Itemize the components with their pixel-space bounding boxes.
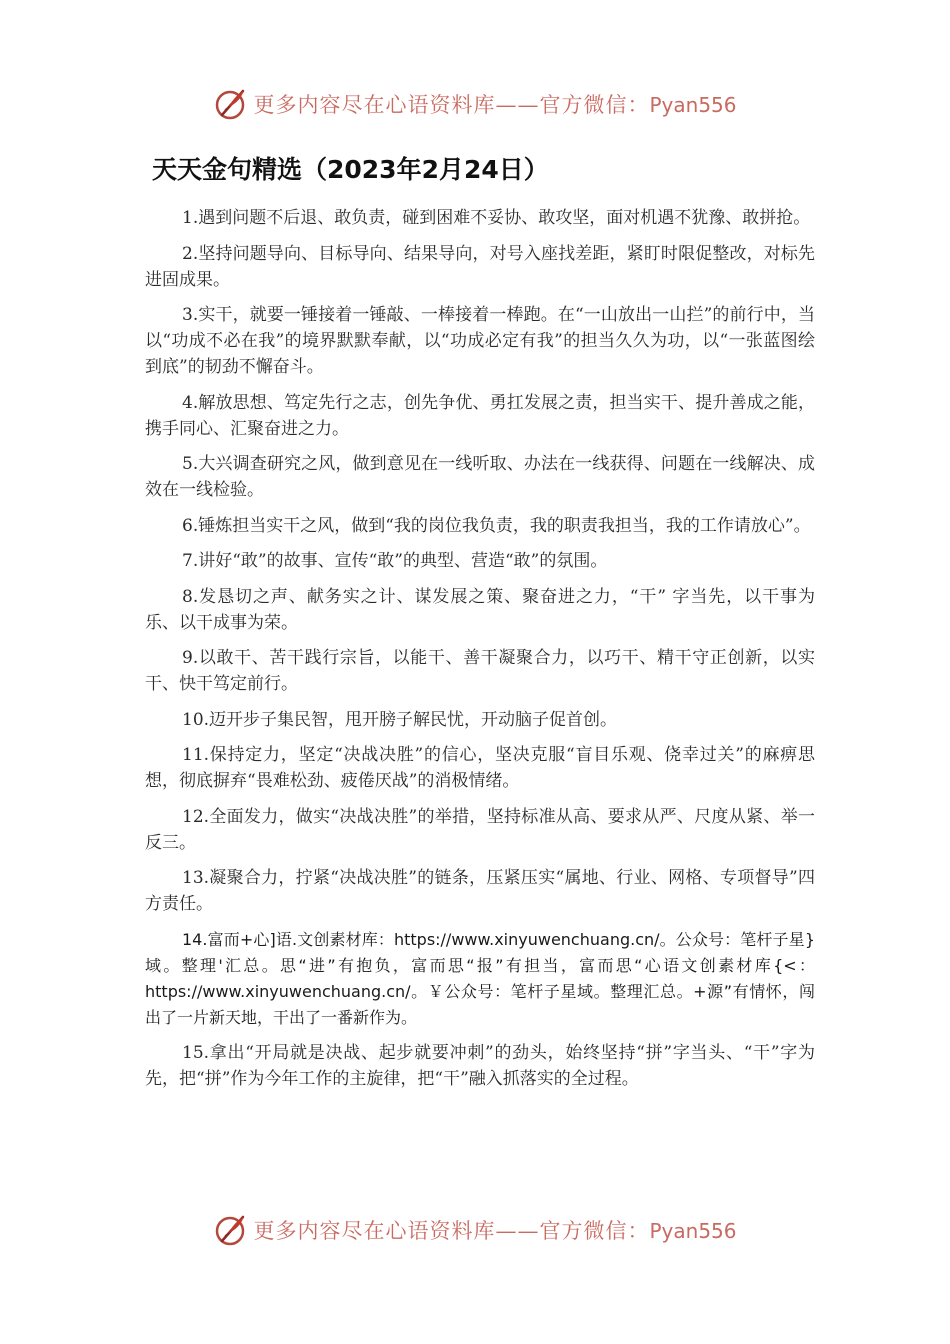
quote-item: 13.凝聚合力，拧紧“决战决胜”的链条，压紧压实“属地、行业、网格、专项督导”四方责任。 — [145, 868, 815, 914]
quote-item-watermarked: 14.富而+心]语.文创素材库：https://www.xinyuwenchuang.cn/。公众号：笔杆子星}域。整理'汇总。思“进”有抱负，富而思“报”有担当，富而思“心语文创素材库{<：https://www.xinyuwenchuang.cn/。￥公众号：笔杆子星域。整理汇总。+源”有情怀，闯出了一片新天地，干出了一番新作为。 — [145, 929, 815, 1027]
quote-item: 10.迈开步子集民智，甩开膀子解民忧，开动脑子促首创。 — [182, 709, 618, 730]
quote-item: 2.坚持问题导向、目标导向、结果导向，对号入座找差距，紧盯时限促整改，对标先进固成果。 — [145, 243, 815, 290]
quote-item: 8.发恳切之声、献务实之计、谋发展之策、聚奋进之力，“干” 字当先，以干事为乐、以干成事为荣。 — [145, 586, 815, 633]
quote-item: 3.实干，就要一锤接着一锤敲、一棒接着一棒跑。在“一山放出一山拦”的前行中，当以“功成不必在我”的境界默默奉献，以“功成必定有我”的担当久久为功，以“一张蓝图绘到底”的韧劲不懈奋斗。 — [145, 305, 815, 377]
quote-item: 9.以敢干、苦干践行宗旨，以能干、善干凝聚合力，以巧干、精干守正创新，以实干、快干笃定前行。 — [145, 648, 815, 694]
banner-text — [253, 89, 736, 119]
quote-item: 4.解放思想、笃定先行之志，创先争优、勇扛发展之责，担当实干、提升善成之能，携手同心、汇聚奋进之力。 — [145, 392, 815, 439]
wechat-id: Pyan556 — [649, 1219, 737, 1243]
quote-list — [145, 205, 815, 1155]
quill-logo-icon — [213, 86, 249, 122]
footer-banner — [0, 1210, 950, 1250]
page-title: 天天金句精选（2023年2月24日） — [152, 155, 549, 184]
quote-item: 6.锤炼担当实干之风，做到“我的岗位我负责，我的职责我担当，我的工作请放心”。 — [182, 515, 811, 536]
quote-item: 12.全面发力，做实“决战决胜”的举措，坚持标准从高、要求从严、尺度从紧、举一反三。 — [145, 806, 815, 853]
quote-item: 7.讲好“敢”的故事、宣传“敢”的典型、营造“敢”的氛围。 — [182, 551, 608, 571]
quill-logo-icon — [213, 1212, 249, 1248]
quote-item: 5.大兴调查研究之风，做到意见在一线听取、办法在一线获得、问题在一线解决、成效在一线检验。 — [145, 454, 815, 500]
wechat-id: Pyan556 — [649, 93, 737, 117]
banner-label: 更多内容尽在心语资料库——官方微信： — [253, 93, 650, 117]
banner-label: 更多内容尽在心语资料库——官方微信： — [253, 1219, 650, 1243]
banner-text — [253, 1215, 736, 1245]
header-banner — [0, 84, 950, 124]
quote-item: 15.拿出“开局就是决战、起步就要冲刺”的劲头，始终坚持“拼”字当头、“干”字为先，把“拼”作为今年工作的主旋律，把“干”融入抓落实的全过程。 — [145, 1043, 815, 1089]
quote-item: 11.保持定力，坚定“决战决胜”的信心，坚决克服“盲目乐观、侥幸过关”的麻痹思想，彻底摒弃“畏难松劲、疲倦厌战”的消极情绪。 — [145, 745, 815, 791]
quote-item: 1.遇到问题不后退、敢负责，碰到困难不妥协、敢攻坚，面对机遇不犹豫、敢拼抢。 — [182, 208, 811, 228]
